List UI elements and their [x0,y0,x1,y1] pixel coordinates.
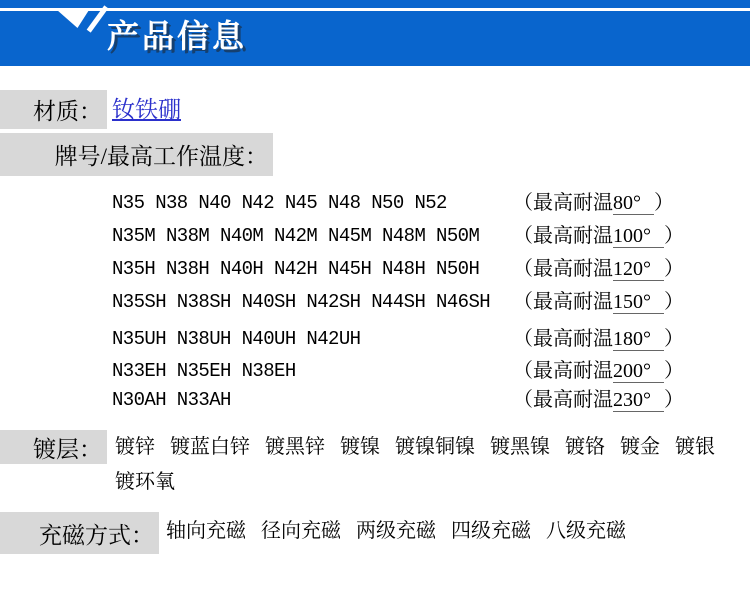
temp-prefix: （最高耐温 [513,389,613,411]
grades-section-label: 牌号/最高工作温度： [0,133,273,176]
coating-items: 镀锌 镀蓝白锌 镀黑锌 镀镍 镀镍铜镍 镀黑镍 镀铬 镀金 镀银 [115,436,715,458]
temp-prefix: （最高耐温 [513,328,613,350]
grade-row [0,289,750,315]
temp-suffix: ） [664,225,684,247]
grade-temp [513,326,684,352]
coating-items-line2: 镀环氧 [115,471,175,493]
grade-row [0,358,750,384]
grade-row [0,256,750,282]
magnetization-label: 充磁方式： [0,512,159,554]
temp-suffix: ） [654,192,674,214]
magnetization-items: 轴向充磁 径向充磁 两级充磁 四级充磁 八级充磁 [166,520,626,542]
grade-temp [513,256,684,282]
temp-suffix: ） [664,328,684,350]
temp-value: 180° [613,328,664,351]
temp-prefix: （最高耐温 [513,291,613,313]
temp-prefix: （最高耐温 [513,192,613,214]
grade-models: N35H N38H N40H N42H N45H N48H N50H [112,258,480,280]
coating-label: 镀层： [0,430,107,464]
grade-row [0,326,750,352]
grade-temp [513,223,684,249]
grade-row [0,223,750,249]
grade-row [0,387,750,413]
grade-models: N35UH N38UH N40UH N42UH [112,328,361,350]
temp-value: 200° [613,360,664,383]
temp-value: 120° [613,258,664,281]
temp-value: 80° [613,192,654,215]
grade-models: N35 N38 N40 N42 N45 N48 N50 N52 [112,192,447,214]
grade-temp [513,289,684,315]
grade-row [0,190,750,216]
grade-temp [513,190,674,216]
grade-models: N30AH N33AH [112,389,231,411]
material-label: 材质： [0,90,107,129]
header-top-strip [0,0,750,8]
grade-models: N33EH N35EH N38EH [112,360,296,382]
temp-value: 150° [613,291,664,314]
temp-value: 230° [613,389,664,412]
temp-suffix: ） [664,258,684,280]
temp-prefix: （最高耐温 [513,258,613,280]
grade-models: N35SH N38SH N40SH N42SH N44SH N46SH [112,291,491,313]
temp-suffix: ） [664,360,684,382]
grade-models: N35M N38M N40M N42M N45M N48M N50M [112,225,480,247]
temp-prefix: （最高耐温 [513,360,613,382]
grade-temp [513,387,684,413]
page-title: 产品信息 [107,18,248,54]
temp-suffix: ） [664,291,684,313]
grade-temp [513,358,684,384]
temp-suffix: ） [664,389,684,411]
temp-value: 100° [613,225,664,248]
temp-prefix: （最高耐温 [513,225,613,247]
material-value-link[interactable]: 钕铁硼 [112,97,181,122]
